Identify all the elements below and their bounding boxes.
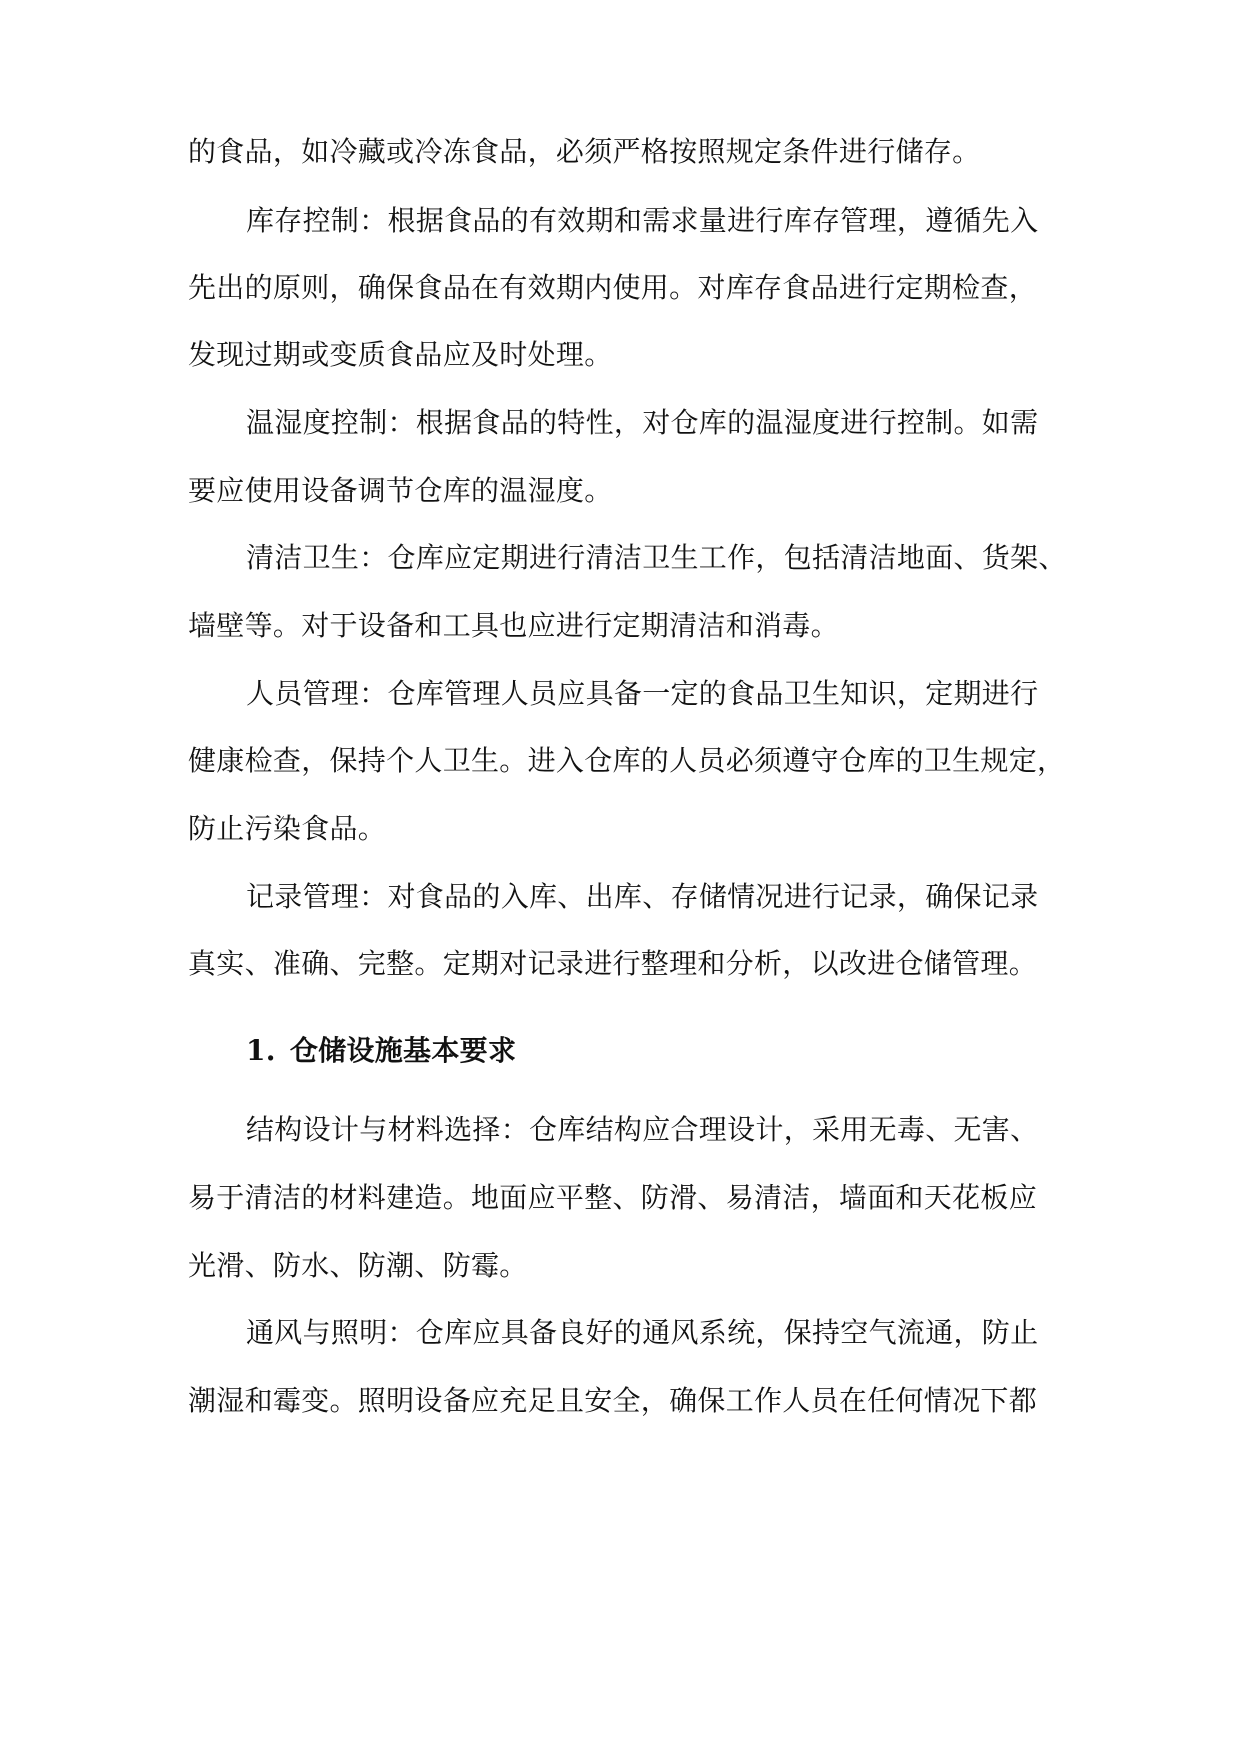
section-heading [246,1033,1116,1069]
text-line-4: 发现过期或变质食品应及时处理。 [188,338,613,371]
paragraph-ventilation-lighting: 通风与照明：仓库应具备良好的通风系统，保持空气流通，防止 [246,1316,1039,1349]
text-line-15: 易于清洁的材料建造。地面应平整、防滑、易清洁，墙面和天花板应 [188,1181,1038,1214]
text-line-10: 健康检查，保持个人卫生。进入仓库的人员必须遵守仓库的卫生规定， [188,744,1066,777]
text-line-18: 潮湿和霉变。照明设备应充足且安全，确保工作人员在任何情况下都 [188,1384,1038,1417]
paragraph-inventory-control: 库存控制：根据食品的有效期和需求量进行库存管理，遵循先入 [246,204,1039,237]
paragraph-record-management: 记录管理：对食品的入库、出库、存储情况进行记录，确保记录 [246,880,1039,913]
paragraph-structure-materials: 结构设计与材料选择：仓库结构应合理设计，采用无毒、无害、 [246,1113,1039,1146]
section-heading-number: 1. [246,1034,276,1067]
text-line-6: 要应使用设备调节仓库的温湿度。 [188,474,613,507]
text-line-11: 防止污染食品。 [188,812,387,845]
paragraph-temperature-humidity: 温湿度控制：根据食品的特性，对仓库的温湿度进行控制。如需 [246,406,1039,439]
text-line-8: 墙壁等。对于设备和工具也应进行定期清洁和消毒。 [188,609,839,642]
paragraph-cleaning-hygiene: 清洁卫生：仓库应定期进行清洁卫生工作，包括清洁地面、货架、 [246,541,1067,574]
section-heading-text: 仓储设施基本要求 [289,1034,517,1067]
text-line-1: 的食品，如冷藏或冷冻食品，必须严格按照规定条件进行储存。 [188,135,981,168]
paragraph-personnel-management: 人员管理：仓库管理人员应具备一定的食品卫生知识，定期进行 [246,677,1039,710]
text-line-3: 先出的原则，确保食品在有效期内使用。对库存食品进行定期检查， [188,271,1038,304]
text-line-13: 真实、准确、完整。定期对记录进行整理和分析，以改进仓储管理。 [188,947,1038,980]
text-line-16: 光滑、防水、防潮、防霉。 [188,1249,528,1282]
